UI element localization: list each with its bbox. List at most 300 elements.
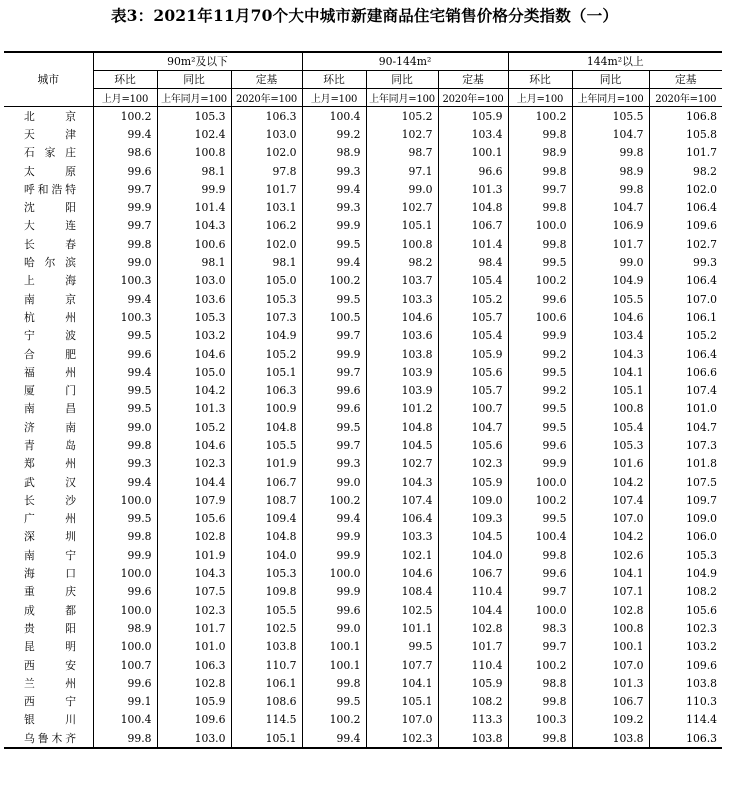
fixed-large-cell: 105.2 <box>649 327 722 345</box>
table-row <box>4 729 722 748</box>
fixed-medium-cell: 108.2 <box>438 693 508 711</box>
city-name: 上 海 <box>24 274 76 288</box>
mom-medium-cell: 99.9 <box>302 345 366 363</box>
city-cell <box>4 162 93 180</box>
yoy-small-cell: 105.3 <box>157 308 231 326</box>
yoy-large-cell: 106.7 <box>572 693 649 711</box>
fixed-small-cell: 106.3 <box>231 381 302 399</box>
fixed-medium-cell: 110.4 <box>438 656 508 674</box>
yoy-small-cell: 99.9 <box>157 180 231 198</box>
fixed-small-cell: 105.1 <box>231 729 302 748</box>
yoy-large-cell: 104.2 <box>572 473 649 491</box>
table-row <box>4 381 722 399</box>
fixed-large-cell: 104.9 <box>649 564 722 582</box>
yoy-small-cell: 104.6 <box>157 345 231 363</box>
mom-small-cell: 99.4 <box>93 363 157 381</box>
fixed-large-cell: 106.3 <box>649 729 722 748</box>
mom-medium-cell: 98.9 <box>302 144 366 162</box>
fixed-large-cell: 105.3 <box>649 546 722 564</box>
group-header-small: 90m²及以下 <box>93 52 302 71</box>
table-row <box>4 436 722 454</box>
mom-large-cell: 99.2 <box>508 381 572 399</box>
mom-medium-cell: 100.1 <box>302 656 366 674</box>
city-cell <box>4 400 93 418</box>
yoy-small-cell: 104.4 <box>157 473 231 491</box>
yoy-medium-cell: 104.6 <box>366 308 438 326</box>
city-cell <box>4 455 93 473</box>
table-title: 表3：2021年11月70个大中城市新建商品住宅销售价格分类指数（一） <box>110 6 619 25</box>
table-row <box>4 198 722 216</box>
fixed-large-cell: 106.6 <box>649 363 722 381</box>
fixed-small-cell: 104.9 <box>231 327 302 345</box>
fixed-large-cell: 106.0 <box>649 528 722 546</box>
fixed-small-cell: 104.8 <box>231 418 302 436</box>
base-header-yoy: 上年同月=100 <box>366 89 438 107</box>
yoy-large-cell: 104.7 <box>572 198 649 216</box>
fixed-medium-cell: 113.3 <box>438 711 508 729</box>
mom-large-cell: 99.8 <box>508 546 572 564</box>
mom-small-cell: 99.8 <box>93 528 157 546</box>
mom-medium-cell: 99.7 <box>302 436 366 454</box>
yoy-large-cell: 107.0 <box>572 656 649 674</box>
yoy-small-cell: 101.0 <box>157 638 231 656</box>
fixed-medium-cell: 102.3 <box>438 455 508 473</box>
city-cell <box>4 418 93 436</box>
yoy-large-cell: 105.4 <box>572 418 649 436</box>
yoy-small-cell: 100.8 <box>157 144 231 162</box>
fixed-medium-cell: 104.4 <box>438 601 508 619</box>
yoy-medium-cell: 102.1 <box>366 546 438 564</box>
fixed-small-cell: 107.3 <box>231 308 302 326</box>
metric-header-fixed: 定基 <box>231 71 302 89</box>
fixed-small-cell: 98.1 <box>231 253 302 271</box>
fixed-small-cell: 106.2 <box>231 217 302 235</box>
yoy-medium-cell: 98.2 <box>366 253 438 271</box>
city-name: 大 连 <box>24 219 76 233</box>
fixed-medium-cell: 105.7 <box>438 381 508 399</box>
fixed-small-cell: 106.1 <box>231 674 302 692</box>
fixed-small-cell: 102.0 <box>231 144 302 162</box>
mom-medium-cell: 100.0 <box>302 564 366 582</box>
table-row <box>4 564 722 582</box>
yoy-small-cell: 100.6 <box>157 235 231 253</box>
mom-small-cell: 98.9 <box>93 619 157 637</box>
fixed-large-cell: 102.7 <box>649 235 722 253</box>
fixed-medium-cell: 105.2 <box>438 290 508 308</box>
yoy-medium-cell: 105.1 <box>366 693 438 711</box>
city-name: 北 京 <box>24 109 76 123</box>
fixed-medium-cell: 101.3 <box>438 180 508 198</box>
yoy-medium-cell: 103.8 <box>366 345 438 363</box>
city-cell <box>4 619 93 637</box>
fixed-medium-cell: 105.9 <box>438 345 508 363</box>
table-row <box>4 473 722 491</box>
mom-small-cell: 99.4 <box>93 290 157 308</box>
yoy-small-cell: 105.0 <box>157 363 231 381</box>
base-header-fixed: 2020年=100 <box>231 89 302 107</box>
yoy-small-cell: 103.0 <box>157 729 231 748</box>
city-name: 长 春 <box>24 237 76 251</box>
fixed-large-cell: 103.8 <box>649 674 722 692</box>
yoy-large-cell: 104.9 <box>572 272 649 290</box>
metric-header-mom: 环比 <box>508 71 572 89</box>
city-cell <box>4 217 93 235</box>
city-cell <box>4 253 93 271</box>
fixed-medium-cell: 109.3 <box>438 510 508 528</box>
group-header-medium: 90-144m² <box>302 52 508 71</box>
table-row <box>4 528 722 546</box>
fixed-medium-cell: 104.8 <box>438 198 508 216</box>
city-name: 太 原 <box>24 164 76 178</box>
city-cell <box>4 363 93 381</box>
mom-medium-cell: 99.5 <box>302 418 366 436</box>
table-row <box>4 272 722 290</box>
fixed-medium-cell: 96.6 <box>438 162 508 180</box>
yoy-large-cell: 105.5 <box>572 107 649 126</box>
base-header-yoy: 上年同月=100 <box>572 89 649 107</box>
fixed-large-cell: 106.1 <box>649 308 722 326</box>
mom-large-cell: 99.8 <box>508 162 572 180</box>
fixed-large-cell: 107.5 <box>649 473 722 491</box>
mom-small-cell: 99.5 <box>93 327 157 345</box>
yoy-large-cell: 98.9 <box>572 162 649 180</box>
mom-small-cell: 99.6 <box>93 162 157 180</box>
yoy-large-cell: 101.3 <box>572 674 649 692</box>
yoy-medium-cell: 103.3 <box>366 290 438 308</box>
city-name: 南 京 <box>24 292 76 306</box>
yoy-small-cell: 102.4 <box>157 125 231 143</box>
city-cell <box>4 674 93 692</box>
mom-large-cell: 99.8 <box>508 125 572 143</box>
mom-large-cell: 99.5 <box>508 253 572 271</box>
mom-medium-cell: 99.0 <box>302 619 366 637</box>
table-row <box>4 510 722 528</box>
fixed-large-cell: 103.2 <box>649 638 722 656</box>
yoy-large-cell: 99.0 <box>572 253 649 271</box>
yoy-large-cell: 104.6 <box>572 308 649 326</box>
fixed-small-cell: 101.9 <box>231 455 302 473</box>
mom-medium-cell: 100.2 <box>302 272 366 290</box>
yoy-small-cell: 105.2 <box>157 418 231 436</box>
metric-header-yoy: 同比 <box>157 71 231 89</box>
yoy-medium-cell: 104.6 <box>366 564 438 582</box>
yoy-large-cell: 104.1 <box>572 363 649 381</box>
yoy-small-cell: 101.9 <box>157 546 231 564</box>
city-name: 海 口 <box>24 567 76 581</box>
fixed-large-cell: 104.7 <box>649 418 722 436</box>
fixed-medium-cell: 105.6 <box>438 363 508 381</box>
mom-small-cell: 100.4 <box>93 711 157 729</box>
city-name: 宁 波 <box>24 329 76 343</box>
mom-medium-cell: 99.5 <box>302 693 366 711</box>
fixed-large-cell: 105.8 <box>649 125 722 143</box>
fixed-large-cell: 106.4 <box>649 272 722 290</box>
mom-large-cell: 99.5 <box>508 510 572 528</box>
mom-large-cell: 99.6 <box>508 564 572 582</box>
table-row <box>4 327 722 345</box>
city-cell <box>4 327 93 345</box>
yoy-medium-cell: 108.4 <box>366 583 438 601</box>
group-header-large: 144m²以上 <box>508 52 722 71</box>
mom-large-cell: 99.8 <box>508 693 572 711</box>
mom-medium-cell: 99.6 <box>302 381 366 399</box>
fixed-small-cell: 105.3 <box>231 564 302 582</box>
mom-large-cell: 100.4 <box>508 528 572 546</box>
fixed-large-cell: 106.4 <box>649 345 722 363</box>
yoy-large-cell: 104.1 <box>572 564 649 582</box>
mom-medium-cell: 99.3 <box>302 455 366 473</box>
city-cell <box>4 107 93 126</box>
yoy-small-cell: 102.8 <box>157 528 231 546</box>
yoy-small-cell: 104.3 <box>157 217 231 235</box>
fixed-small-cell: 102.5 <box>231 619 302 637</box>
city-cell <box>4 491 93 509</box>
mom-small-cell: 100.0 <box>93 491 157 509</box>
fixed-small-cell: 105.5 <box>231 601 302 619</box>
fixed-medium-cell: 110.4 <box>438 583 508 601</box>
fixed-large-cell: 108.2 <box>649 583 722 601</box>
mom-medium-cell: 99.4 <box>302 180 366 198</box>
yoy-small-cell: 107.9 <box>157 491 231 509</box>
fixed-medium-cell: 106.7 <box>438 217 508 235</box>
fixed-large-cell: 105.6 <box>649 601 722 619</box>
mom-large-cell: 100.0 <box>508 473 572 491</box>
city-name: 贵 阳 <box>24 621 76 635</box>
yoy-large-cell: 100.8 <box>572 400 649 418</box>
yoy-medium-cell: 107.0 <box>366 711 438 729</box>
metric-header-yoy: 同比 <box>366 71 438 89</box>
yoy-large-cell: 104.7 <box>572 125 649 143</box>
city-name: 合 肥 <box>24 347 76 361</box>
price-index-table <box>4 51 722 749</box>
yoy-medium-cell: 103.6 <box>366 327 438 345</box>
table-row <box>4 619 722 637</box>
city-cell <box>4 125 93 143</box>
fixed-medium-cell: 105.9 <box>438 473 508 491</box>
table-row <box>4 235 722 253</box>
base-header-yoy: 上年同月=100 <box>157 89 231 107</box>
city-cell <box>4 546 93 564</box>
yoy-large-cell: 105.5 <box>572 290 649 308</box>
mom-small-cell: 99.0 <box>93 253 157 271</box>
city-cell <box>4 345 93 363</box>
fixed-medium-cell: 100.7 <box>438 400 508 418</box>
yoy-large-cell: 103.4 <box>572 327 649 345</box>
mom-medium-cell: 99.6 <box>302 601 366 619</box>
base-header-mom: 上月=100 <box>93 89 157 107</box>
yoy-small-cell: 104.2 <box>157 381 231 399</box>
fixed-small-cell: 104.8 <box>231 528 302 546</box>
city-cell <box>4 564 93 582</box>
fixed-large-cell: 102.3 <box>649 619 722 637</box>
fixed-large-cell: 107.4 <box>649 381 722 399</box>
metric-header-mom: 环比 <box>302 71 366 89</box>
fixed-small-cell: 108.6 <box>231 693 302 711</box>
mom-small-cell: 99.8 <box>93 729 157 748</box>
yoy-large-cell: 106.9 <box>572 217 649 235</box>
fixed-large-cell: 107.0 <box>649 290 722 308</box>
yoy-medium-cell: 97.1 <box>366 162 438 180</box>
yoy-small-cell: 101.4 <box>157 198 231 216</box>
fixed-small-cell: 104.0 <box>231 546 302 564</box>
yoy-small-cell: 98.1 <box>157 162 231 180</box>
table-row <box>4 290 722 308</box>
mom-large-cell: 99.5 <box>508 363 572 381</box>
fixed-medium-cell: 104.5 <box>438 528 508 546</box>
yoy-small-cell: 107.5 <box>157 583 231 601</box>
city-column-header: 城市 <box>4 52 93 107</box>
yoy-large-cell: 100.1 <box>572 638 649 656</box>
yoy-medium-cell: 105.1 <box>366 217 438 235</box>
city-name: 沈 阳 <box>24 201 76 215</box>
city-name: 深 圳 <box>24 530 76 544</box>
city-name: 广 州 <box>24 512 76 526</box>
table-row <box>4 125 722 143</box>
mom-large-cell: 98.8 <box>508 674 572 692</box>
city-cell <box>4 693 93 711</box>
mom-small-cell: 99.9 <box>93 546 157 564</box>
mom-medium-cell: 99.9 <box>302 528 366 546</box>
yoy-small-cell: 105.6 <box>157 510 231 528</box>
yoy-small-cell: 103.6 <box>157 290 231 308</box>
table-row <box>4 491 722 509</box>
fixed-small-cell: 103.8 <box>231 638 302 656</box>
mom-large-cell: 100.2 <box>508 107 572 126</box>
fixed-medium-cell: 106.7 <box>438 564 508 582</box>
mom-medium-cell: 99.3 <box>302 162 366 180</box>
mom-large-cell: 98.3 <box>508 619 572 637</box>
fixed-medium-cell: 105.7 <box>438 308 508 326</box>
fixed-small-cell: 102.0 <box>231 235 302 253</box>
yoy-medium-cell: 100.8 <box>366 235 438 253</box>
city-name: 郑 州 <box>24 457 76 471</box>
city-name: 天 津 <box>24 127 76 141</box>
city-name: 乌鲁木齐 <box>24 731 76 745</box>
yoy-medium-cell: 104.3 <box>366 473 438 491</box>
fixed-medium-cell: 100.1 <box>438 144 508 162</box>
mom-medium-cell: 99.4 <box>302 510 366 528</box>
yoy-small-cell: 98.1 <box>157 253 231 271</box>
mom-small-cell: 99.0 <box>93 418 157 436</box>
city-cell <box>4 381 93 399</box>
fixed-small-cell: 109.4 <box>231 510 302 528</box>
table-row <box>4 546 722 564</box>
fixed-large-cell: 109.7 <box>649 491 722 509</box>
yoy-medium-cell: 103.7 <box>366 272 438 290</box>
city-cell <box>4 528 93 546</box>
yoy-medium-cell: 103.9 <box>366 363 438 381</box>
yoy-medium-cell: 106.4 <box>366 510 438 528</box>
yoy-large-cell: 99.8 <box>572 180 649 198</box>
city-name: 杭 州 <box>24 310 76 324</box>
mom-small-cell: 99.5 <box>93 381 157 399</box>
mom-large-cell: 100.2 <box>508 656 572 674</box>
mom-small-cell: 100.3 <box>93 308 157 326</box>
mom-medium-cell: 99.9 <box>302 583 366 601</box>
city-name: 石家庄 <box>24 146 76 160</box>
fixed-small-cell: 97.8 <box>231 162 302 180</box>
fixed-small-cell: 105.2 <box>231 345 302 363</box>
table-row <box>4 674 722 692</box>
fixed-small-cell: 103.1 <box>231 198 302 216</box>
table-row <box>4 217 722 235</box>
yoy-large-cell: 99.8 <box>572 144 649 162</box>
fixed-medium-cell: 103.8 <box>438 729 508 748</box>
yoy-medium-cell: 102.7 <box>366 198 438 216</box>
mom-large-cell: 99.6 <box>508 290 572 308</box>
table-row <box>4 253 722 271</box>
mom-medium-cell: 99.7 <box>302 363 366 381</box>
fixed-medium-cell: 101.4 <box>438 235 508 253</box>
fixed-large-cell: 102.0 <box>649 180 722 198</box>
fixed-medium-cell: 101.7 <box>438 638 508 656</box>
fixed-large-cell: 110.3 <box>649 693 722 711</box>
mom-small-cell: 100.3 <box>93 272 157 290</box>
fixed-large-cell: 109.0 <box>649 510 722 528</box>
fixed-large-cell: 99.3 <box>649 253 722 271</box>
yoy-medium-cell: 99.5 <box>366 638 438 656</box>
fixed-large-cell: 98.2 <box>649 162 722 180</box>
mom-medium-cell: 100.5 <box>302 308 366 326</box>
fixed-small-cell: 106.7 <box>231 473 302 491</box>
mom-medium-cell: 99.8 <box>302 674 366 692</box>
table-row <box>4 583 722 601</box>
city-name: 厦 门 <box>24 384 76 398</box>
city-name: 济 南 <box>24 420 76 434</box>
fixed-large-cell: 109.6 <box>649 656 722 674</box>
city-name: 青 岛 <box>24 438 76 452</box>
fixed-small-cell: 106.3 <box>231 107 302 126</box>
table-row <box>4 400 722 418</box>
mom-small-cell: 98.6 <box>93 144 157 162</box>
fixed-medium-cell: 105.6 <box>438 436 508 454</box>
city-cell <box>4 198 93 216</box>
mom-small-cell: 99.6 <box>93 345 157 363</box>
mom-medium-cell: 99.4 <box>302 729 366 748</box>
mom-medium-cell: 100.4 <box>302 107 366 126</box>
fixed-large-cell: 101.0 <box>649 400 722 418</box>
city-cell <box>4 601 93 619</box>
yoy-small-cell: 102.3 <box>157 601 231 619</box>
city-cell <box>4 638 93 656</box>
fixed-medium-cell: 102.8 <box>438 619 508 637</box>
city-name: 成 都 <box>24 603 76 617</box>
mom-medium-cell: 99.3 <box>302 198 366 216</box>
fixed-medium-cell: 105.9 <box>438 674 508 692</box>
city-cell <box>4 583 93 601</box>
mom-small-cell: 99.6 <box>93 674 157 692</box>
table-row <box>4 693 722 711</box>
mom-large-cell: 100.3 <box>508 711 572 729</box>
mom-small-cell: 99.5 <box>93 510 157 528</box>
yoy-small-cell: 106.3 <box>157 656 231 674</box>
yoy-large-cell: 104.3 <box>572 345 649 363</box>
city-name: 福 州 <box>24 365 76 379</box>
yoy-large-cell: 101.7 <box>572 235 649 253</box>
yoy-medium-cell: 103.3 <box>366 528 438 546</box>
mom-small-cell: 100.0 <box>93 638 157 656</box>
fixed-small-cell: 103.0 <box>231 125 302 143</box>
mom-small-cell: 99.1 <box>93 693 157 711</box>
table-row <box>4 162 722 180</box>
table-row <box>4 144 722 162</box>
yoy-medium-cell: 104.5 <box>366 436 438 454</box>
yoy-large-cell: 102.8 <box>572 601 649 619</box>
mom-small-cell: 99.8 <box>93 235 157 253</box>
yoy-small-cell: 104.6 <box>157 436 231 454</box>
city-name: 武 汉 <box>24 475 76 489</box>
metric-header-fixed: 定基 <box>438 71 508 89</box>
